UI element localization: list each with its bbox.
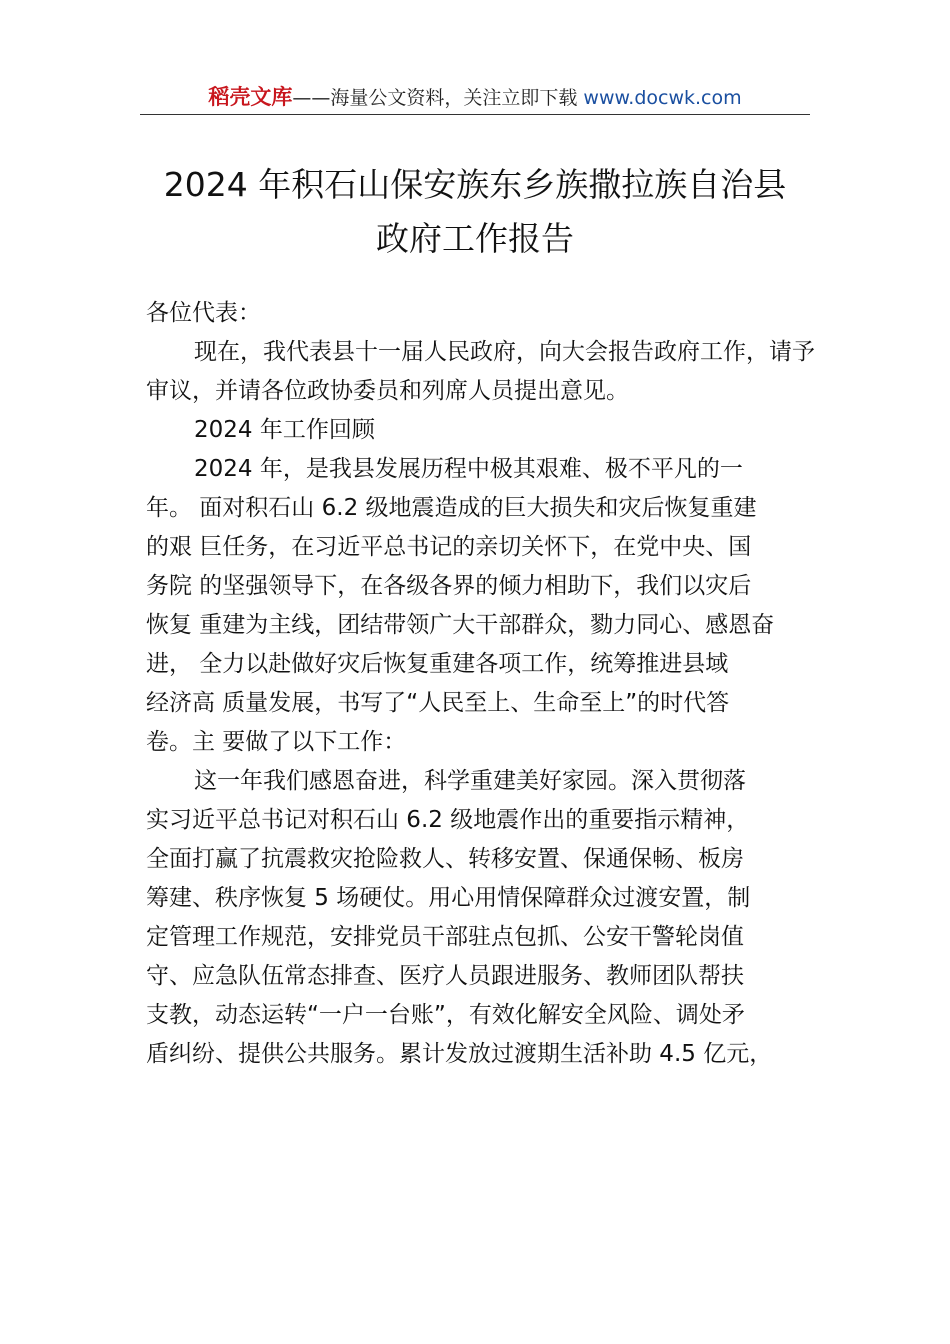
text-line: 定管理工作规范，安排党员干部驻点包抓、公安干警轮岗值 — [146, 924, 744, 950]
text-line: 的艰 巨任务，在习近平总书记的亲切关怀下，在党中央、国 — [146, 534, 752, 560]
text-line: 守、应急队伍常态排查、医疗人员跟进服务、教师团队帮扶 — [146, 963, 744, 989]
section-heading: 2024 年工作回顾 — [194, 417, 375, 443]
document-title — [140, 158, 810, 266]
title-line-2: 政府工作报告 — [376, 219, 574, 258]
header-url-link[interactable]: www.docwk.com — [583, 87, 742, 109]
brand-name: 稻壳文库 — [208, 85, 293, 109]
text-line: 全面打赢了抗震救灾抢险救人、转移安置、保通保畅、板房 — [146, 846, 744, 872]
header-divider — [140, 114, 810, 115]
text-line: 务院 的坚强领导下，在各级各界的倾力相助下，我们以灾后 — [146, 573, 752, 599]
text-line: 恢复 重建为主线，团结带领广大干部群众，勠力同心、感恩奋 — [146, 612, 775, 638]
title-line-1: 2024 年积石山保安族东乡族撒拉族自治县 — [163, 165, 787, 204]
text-line: 卷。主 要做了以下工作： — [146, 729, 407, 755]
salutation: 各位代表： — [146, 300, 261, 326]
text-line: 盾纠纷、提供公共服务。累计发放过渡期生活补助 4.5 亿元， — [146, 1041, 773, 1067]
text-line: 经济高 质量发展，书写了“人民至上、生命至上”的时代答 — [146, 690, 730, 716]
text-line: 进， 全力以赴做好灾后恢复重建各项工作，统筹推进县域 — [146, 651, 729, 677]
text-line: 这一年我们感恩奋进，科学重建美好家园。深入贯彻落 — [194, 768, 746, 794]
text-line: 支教，动态运转“一户一台账”，有效化解安全风险、调处矛 — [146, 1002, 745, 1028]
header-tagline: ——海量公文资料，关注立即下载 — [292, 87, 584, 109]
document-header — [140, 84, 810, 111]
paragraph-rebuild — [146, 762, 818, 1074]
document-body — [146, 294, 818, 1074]
text-line: 实习近平总书记对积石山 6.2 级地震作出的重要指示精神， — [146, 807, 750, 833]
text-line: 年。 面对积石山 6.2 级地震造成的巨大损失和灾后恢复重建 — [146, 495, 757, 521]
intro-paragraph: 现在，我代表县十一届人民政府，向大会报告政府工作，请予审议，并请各位政协委员和列席人员提出意见。 — [146, 339, 815, 404]
text-line: 2024 年，是我县发展历程中极其艰难、极不平凡的一 — [194, 456, 743, 482]
text-line: 筹建、秩序恢复 5 场硬仗。用心用情保障群众过渡安置，制 — [146, 885, 751, 911]
paragraph-review — [146, 450, 818, 762]
